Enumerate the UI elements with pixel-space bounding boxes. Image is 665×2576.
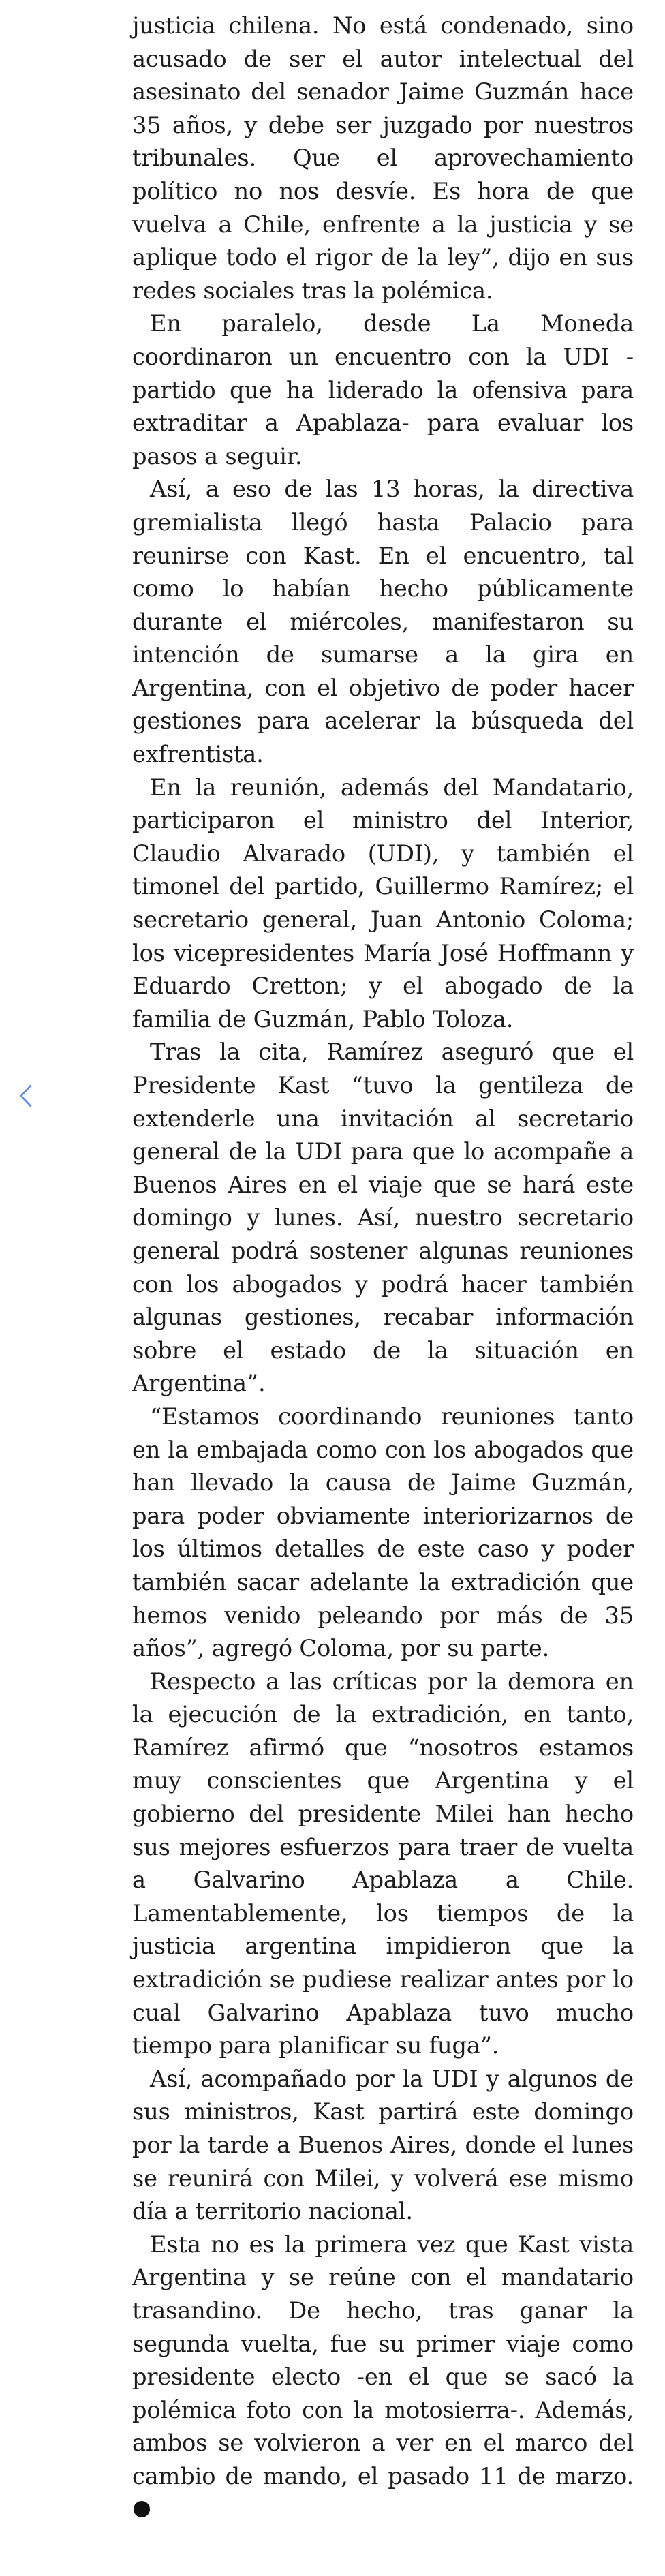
- back-button[interactable]: [12, 1075, 40, 1116]
- article-paragraph-9-text: Esta no es la primera vez que Kast vista Argentina y se reúne con el mandatario trasandino. De hecho, tras ganar la segunda vuelta, fue su primer viaje como presidente electo -en el que se sacó la polémica foto con la motosierra-. Además, ambos se volvieron a ver en el marco del cambio de mando, el pasado 11 de marzo.: [132, 2230, 634, 2489]
- chevron-left-icon: [18, 1084, 33, 1108]
- end-of-article-icon: [134, 2501, 150, 2517]
- article-body: [132, 10, 634, 2526]
- article-paragraph-1: justicia chilena. No está condenado, sino acusado de ser el autor intelectual del asesinato del senador Jaime Guzmán hace 35 años, y debe ser juzgado por nuestros tribunales. Que el aprovechamiento político no nos desvíe. Es hora de que vuelva a Chile, enfrente a la justicia y se aplique todo el rigor de la ley”, dijo en sus redes sociales tras la polémica.: [132, 12, 634, 304]
- article-paragraph-3: Así, a eso de las 13 horas, la directiva gremialista llegó hasta Palacio para reunirse con Kast. En el encuentro, tal como lo habían hecho públicamente durante el miércoles, manifestaron su intención de sumarse a la gira en Argentina, con el objetivo de poder hacer gestiones para acelerar la búsqueda del exfrentista.: [132, 476, 634, 768]
- article-paragraph-9: [132, 2228, 634, 2526]
- article-paragraph-5: Tras la cita, Ramírez aseguró que el Presidente Kast “tuvo la gentileza de extenderle una invitación al secretario general de la UDI para que lo acompañe a Buenos Aires en el viaje que se hará este domingo y lunes. Así, nuestro secretario general podrá sostener algunas reuniones con los abogados y podrá hacer también algunas gestiones, recabar información sobre el estado de la situación en Argentina”.: [132, 1039, 634, 1397]
- article-paragraph-4: En la reunión, además del Mandatario, participaron el ministro del Interior, Claudio Alvarado (UDI), y también el timonel del partido, Guillermo Ramírez; el secretario general, Juan Antonio Coloma; los vicepresidentes María José Hoffmann y Eduardo Cretton; y el abogado de la familia de Guzmán, Pablo Toloza.: [132, 773, 634, 1032]
- article-paragraph-6: “Estamos coordinando reuniones tanto en la embajada como con los abogados que han llevado la causa de Jaime Guzmán, para poder obviamente interiorizarnos de los últimos detalles de este caso y poder también sacar adelante la extradición que hemos venido peleando por más de 35 años”, agregó Coloma, por su parte.: [132, 1402, 634, 1662]
- article-paragraph-7: Respecto a las críticas por la demora en la ejecución de la extradición, en tanto, Ramírez afirmó que “nosotros estamos muy conscientes que Argentina y el gobierno del presidente Milei han hecho sus mejores esfuerzos para traer de vuelta a Galvarino Apablaza a Chile. Lamentablemente, los tiempos de la justicia argentina impidieron que la extradición se pudiese realizar antes por lo cual Galvarino Apablaza tuvo mucho tiempo para planificar su fuga”.: [132, 1668, 634, 2059]
- article-paragraph-2: En paralelo, desde La Moneda coordinaron un encuentro con la UDI -partido que ha liderado la ofensiva para extraditar a Apablaza- para evaluar los pasos a seguir.: [132, 310, 634, 470]
- article-paragraph-8: Así, acompañado por la UDI y algunos de sus ministros, Kast partirá este domingo por la tarde a Buenos Aires, donde el lunes se reunirá con Milei, y volverá ese mismo día a territorio nacional.: [132, 2065, 634, 2225]
